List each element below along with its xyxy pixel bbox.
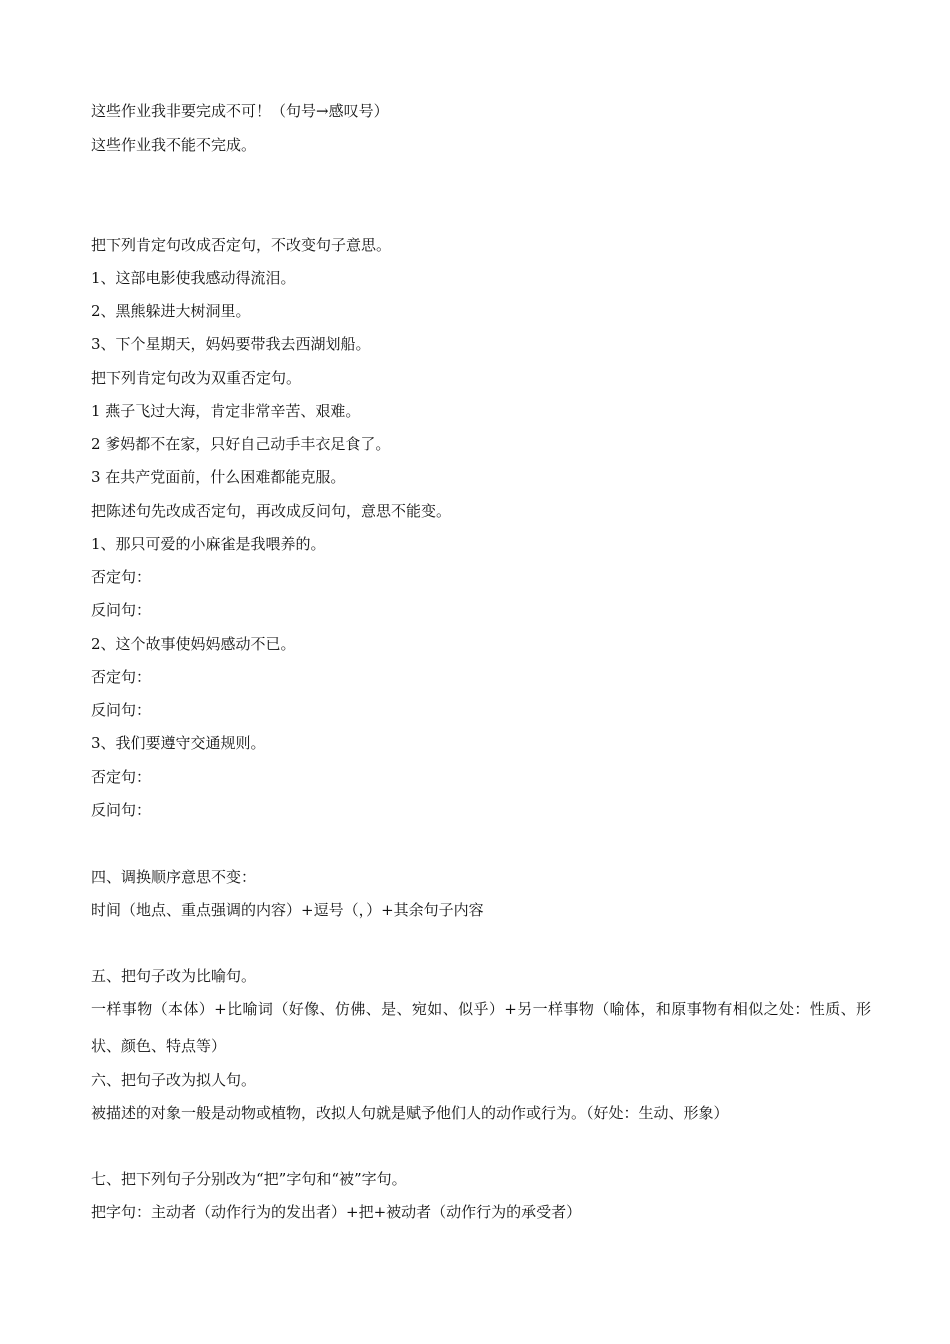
exercise-item: 1、这部电影使我感动得流泪。 [91, 269, 296, 287]
exercise-item: 2、这个故事使妈妈感动不已。 [91, 635, 296, 653]
rule-text: 一样事物（本体）+比喻词（好像、仿佛、是、宛如、似乎）+另一样事物（喻体，和原事物有相似之处：性质、形 [91, 1000, 871, 1018]
section-instruction: 把下列肯定句改成否定句，不改变句子意思。 [91, 236, 392, 254]
section-instruction: 把陈述句先改成否定句，再改成反问句，意思不能变。 [91, 502, 452, 520]
exercise-item: 2 爹妈都不在家，只好自己动手丰衣足食了。 [91, 435, 391, 453]
answer-label: 否定句： [91, 768, 152, 786]
exercise-item: 2、黑熊躲进大树洞里。 [91, 302, 251, 320]
section-heading: 五、把句子改为比喻句。 [91, 967, 257, 985]
exercise-item: 1 燕子飞过大海，肯定非常辛苦、艰难。 [91, 402, 361, 420]
rule-text: 被描述的对象一般是动物或植物，改拟人句就是赋予他们人的动作或行为。（好处：生动、形象） [91, 1104, 729, 1122]
exercise-item: 3、下个星期天，妈妈要带我去西湖划船。 [91, 335, 371, 353]
answer-label: 反问句： [91, 601, 152, 619]
section-heading: 四、调换顺序意思不变： [91, 868, 257, 886]
answer-label: 否定句： [91, 568, 152, 586]
rule-text: 时间（地点、重点强调的内容）+逗号（，）+其余句子内容 [91, 901, 484, 919]
answer-label: 反问句： [91, 701, 152, 719]
section-heading: 六、把句子改为拟人句。 [91, 1071, 257, 1089]
example-answer: 这些作业我不能不完成。 [91, 136, 257, 154]
example-sentence: 这些作业我非要完成不可！（句号→感叹号） [91, 102, 389, 120]
section-heading: 七、把下列句子分别改为“把”字句和“被”字句。 [91, 1170, 407, 1188]
answer-label: 否定句： [91, 668, 152, 686]
rule-text: 把字句：主动者（动作行为的发出者）+把+被动者（动作行为的承受者） [91, 1203, 582, 1221]
answer-label: 反问句： [91, 801, 152, 819]
rule-text-continued: 状、颜色、特点等） [91, 1037, 227, 1055]
exercise-item: 3 在共产党面前，什么困难都能克服。 [91, 468, 346, 486]
exercise-item: 3、我们要遵守交通规则。 [91, 734, 266, 752]
exercise-item: 1、那只可爱的小麻雀是我喂养的。 [91, 535, 326, 553]
section-instruction: 把下列肯定句改为双重否定句。 [91, 369, 302, 387]
